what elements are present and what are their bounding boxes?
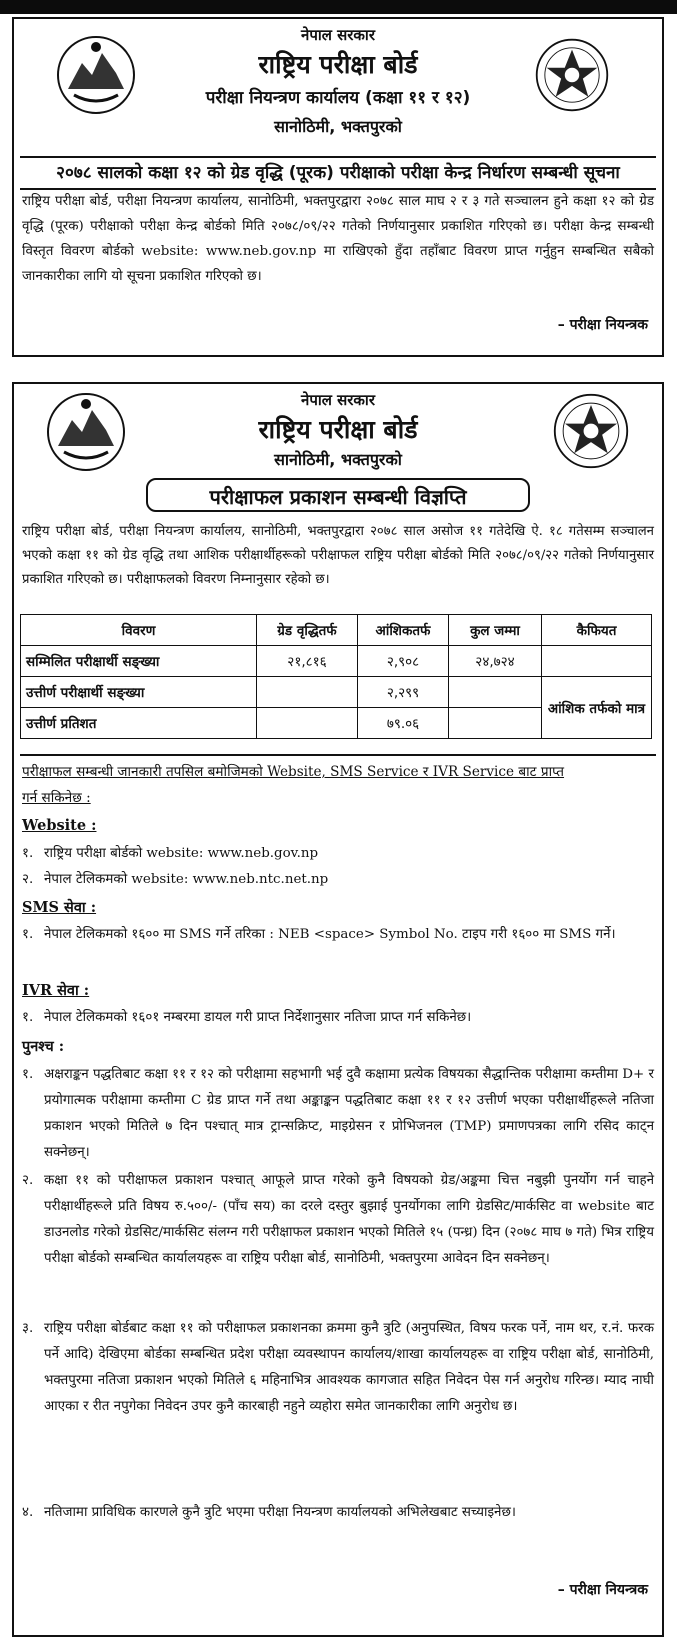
list-item bbox=[22, 922, 654, 948]
table-cell bbox=[449, 677, 542, 708]
list-item bbox=[22, 867, 654, 893]
divider bbox=[20, 754, 656, 756]
table-cell bbox=[542, 646, 652, 677]
board-name: राष्ट्रिय परीक्षा बोर्ड bbox=[258, 50, 418, 79]
board-name: राष्ट्रिय परीक्षा बोर्ड bbox=[258, 415, 418, 444]
table-cell: २,९०८ bbox=[358, 646, 449, 677]
table-cell: २४,७२४ bbox=[449, 646, 542, 677]
government-name: नेपाल सरकार bbox=[301, 391, 375, 409]
list-text: नेपाल टेलिकमको १६०१ नम्बरमा डायल गरी प्राप्त निर्देशानुसार नतिजा प्राप्त गर्न सकिनेछ। bbox=[44, 1010, 472, 1025]
government-name: नेपाल सरकार bbox=[301, 26, 375, 44]
list-text: कक्षा ११ को परीक्षाफल प्रकाशन पश्चात् आफूले प्राप्त गरेको कुनै विषयको ग्रेड/अङ्कमा चित्त नबुझी पुनर्योग गर्न चाहने परीक्षार्थीहरूले प्रति विषय रु.५००/- (पाँच सय) का दरले दस्तुर बुझाई पुनर्योगका लागि ग्रेडसिट/मार्कसिट वा website बाट डाउनलोड गरेको ग्रेडसिट/मार्कसिट संलग्न गरी परीक्षाफल प्रकाशन भएको मितिले १५ (पन्ध्र) दिन (२०७८ माघ ७ गते) भित्र राष्ट्रिय परीक्षा बोर्डको सम्बन्धित कार्यालयहरू वा राष्ट्रिय परीक्षा बोर्ड, सानोठिमी, भक्तपुरमा आवेदन दिन सक्नेछन्। bbox=[44, 1173, 654, 1266]
notice-body: राष्ट्रिय परीक्षा बोर्ड, परीक्षा नियन्त्रण कार्यालय, सानोठिमी, भक्तपुरद्वारा २०७८ साल माघ २ र ३ गते सञ्चालन हुने कक्षा १२ को ग्रेड वृद्धि (पूरक) परीक्षाको परीक्षा केन्द्र बोर्डको मिति २०७८/०९/२२ गतेको निर्णयानुसार प्रकाशित गरिएको छ। परीक्षा केन्द्र सम्बन्धी विस्तृत विवरण बोर्डको website: www.neb.gov.np मा राखिएको हुँदा तहाँबाट विवरण प्राप्त गर्नुहुन सम्बन्धित सबैको जानकारीका लागि यो सूचना प्रकाशित गरिएको छ। bbox=[22, 194, 654, 284]
result-publication-notice bbox=[12, 382, 664, 1637]
exam-center-notice bbox=[12, 17, 664, 357]
website-heading: Website : bbox=[22, 817, 97, 834]
list-text: नेपाल टेलिकमको website: www.neb.ntc.net.np bbox=[44, 872, 329, 887]
list-number: १. bbox=[22, 1067, 34, 1082]
list-text: नेपाल टेलिकमको १६०० मा SMS गर्ने तरिका : NEB <space> Symbol No. टाइप गरी १६०० मा SMS गर्ने। bbox=[44, 927, 616, 942]
list-item bbox=[22, 1005, 654, 1031]
list-text: राष्ट्रिय परीक्षा बोर्डको website: www.neb.gov.np bbox=[44, 846, 319, 861]
notice-title: २०७८ सालको कक्षा १२ को ग्रेड वृद्धि (पूरक) परीक्षाको परीक्षा केन्द्र निर्धारण सम्बन्धी सूचना bbox=[20, 156, 656, 190]
list-text: राष्ट्रिय परीक्षा बोर्डबाट कक्षा ११ को परीक्षाफल प्रकाशनका क्रममा कुनै त्रुटि (अनुपस्थित, विषय फरक पर्ने, नाम थर, र.नं. फरक पर्ने आदि) देखिएमा बोर्डका सम्बन्धित प्रदेश परीक्षा व्यवस्थापन कार्यालय/शाखा कार्यालयहरू वा राष्ट्रिय परीक्षा बोर्ड, सानोठिमी, भक्तपुरमा नतिजा प्रकाशन भएको मितिले ६ महिनाभित्र आवश्यक कागजात सहित निवेदन पेस गर्न अनुरोध गरिन्छ। म्याद नाघी आएका र रीत नपुगेका निवेदन उपर कुनै कारबाही नहुने व्यहोरा समेत जानकारीका लागि अनुरोध छ। bbox=[44, 1321, 654, 1414]
table-cell bbox=[257, 677, 358, 708]
list-number: २. bbox=[22, 872, 34, 887]
postscript-heading: पुनश्च : bbox=[22, 1038, 65, 1055]
list-number: १. bbox=[22, 846, 34, 861]
table-header: कैफियत bbox=[542, 615, 652, 646]
table-cell bbox=[257, 708, 358, 739]
list-text: अक्षराङ्कन पद्धतिबाट कक्षा ११ र १२ को परीक्षामा सहभागी भई दुवै कक्षामा प्रत्येक विषयका सैद्धान्तिक परीक्षामा कम्तीमा D+ र प्रयोगात्मक परीक्षामा कम्तीमा C ग्रेड प्राप्त गर्ने तथा अङ्काङ्कन पद्धतिबाट कक्षा ११ र १२ उत्तीर्ण भएका परीक्षार्थीहरूले नतिजा प्रकाशन भएको मितिले ७ दिन पश्चात् मात्र ट्रान्सक्रिप्ट, माइग्रेसन र प्रोभिजनल (TMP) प्रमाणपत्रका लागि रसिद काट्न सक्नेछन्। bbox=[44, 1067, 654, 1160]
table-cell: ७९.०६ bbox=[358, 708, 449, 739]
table-header-row bbox=[21, 615, 652, 646]
list-text: नतिजामा प्राविधिक कारणले कुनै त्रुटि भएमा परीक्षा नियन्त्रण कार्यालयको अभिलेखबाट सच्याइनेछ। bbox=[44, 1505, 516, 1520]
table-row bbox=[21, 646, 652, 677]
list-number: २. bbox=[22, 1173, 34, 1188]
result-table bbox=[20, 614, 652, 739]
table-cell: २,२९९ bbox=[358, 677, 449, 708]
list-item bbox=[22, 1316, 654, 1420]
list-item bbox=[22, 841, 654, 867]
table-cell bbox=[449, 708, 542, 739]
table-header: ग्रेड वृद्धितर्फ bbox=[257, 615, 358, 646]
ivr-heading: IVR सेवा : bbox=[22, 982, 90, 999]
sms-heading: SMS सेवा : bbox=[22, 899, 97, 916]
list-number: ३. bbox=[22, 1321, 34, 1336]
list-item bbox=[22, 1062, 654, 1166]
table-cell: उत्तीर्ण परीक्षार्थी सङ्ख्या bbox=[21, 677, 257, 708]
office-name: परीक्षा नियन्त्रण कार्यालय (कक्षा ११ र १२) bbox=[205, 88, 471, 108]
list-item bbox=[22, 1168, 654, 1272]
office-location: सानोठिमी, भक्तपुरको bbox=[274, 117, 402, 136]
table-header: आंशिकतर्फ bbox=[358, 615, 449, 646]
list-number: १. bbox=[22, 1010, 34, 1025]
remark-cell: आंशिक तर्फको मात्र bbox=[542, 677, 652, 739]
table-cell: उत्तीर्ण प्रतिशत bbox=[21, 708, 257, 739]
table-cell: सम्मिलित परीक्षार्थी सङ्ख्या bbox=[21, 646, 257, 677]
signatory: – परीक्षा नियन्त्रक bbox=[557, 1582, 648, 1598]
list-item bbox=[22, 1500, 654, 1526]
info-line: परीक्षाफल सम्बन्धी जानकारी तपसिल बमोजिमको Website, SMS Service र IVR Service बाट प्राप्त bbox=[22, 764, 565, 780]
info-line: गर्न सकिनेछ : bbox=[22, 790, 91, 806]
list-number: १. bbox=[22, 927, 34, 942]
office-location: सानोठिमी, भक्तपुरको bbox=[274, 450, 402, 469]
table-header: कुल जम्मा bbox=[449, 615, 542, 646]
notice-title: परीक्षाफल प्रकाशन सम्बन्धी विज्ञप्ति bbox=[146, 478, 530, 512]
top-dark-strip bbox=[0, 0, 677, 14]
signatory: – परीक्षा नियन्त्रक bbox=[557, 317, 648, 333]
table-cell: २१,८१६ bbox=[257, 646, 358, 677]
result-intro: राष्ट्रिय परीक्षा बोर्ड, परीक्षा नियन्त्रण कार्यालय, सानोठिमी, भक्तपुरद्वारा २०७८ साल असोज ११ गतेदेखि ऐ. १८ गतेसम्म सञ्चालन भएको कक्षा ११ को ग्रेड वृद्धि तथा आशिक परीक्षार्थीहरूको परीक्षाफल राष्ट्रिय परीक्षा बोर्डको मिति २०७८/०९/२२ गतेको निर्णयानुसार प्रकाशित गरिएको छ। परीक्षाफलको विवरण निम्नानुसार रहेको छ। bbox=[22, 524, 654, 587]
table-row bbox=[21, 677, 652, 708]
table-header: विवरण bbox=[21, 615, 257, 646]
list-number: ४. bbox=[22, 1505, 34, 1520]
